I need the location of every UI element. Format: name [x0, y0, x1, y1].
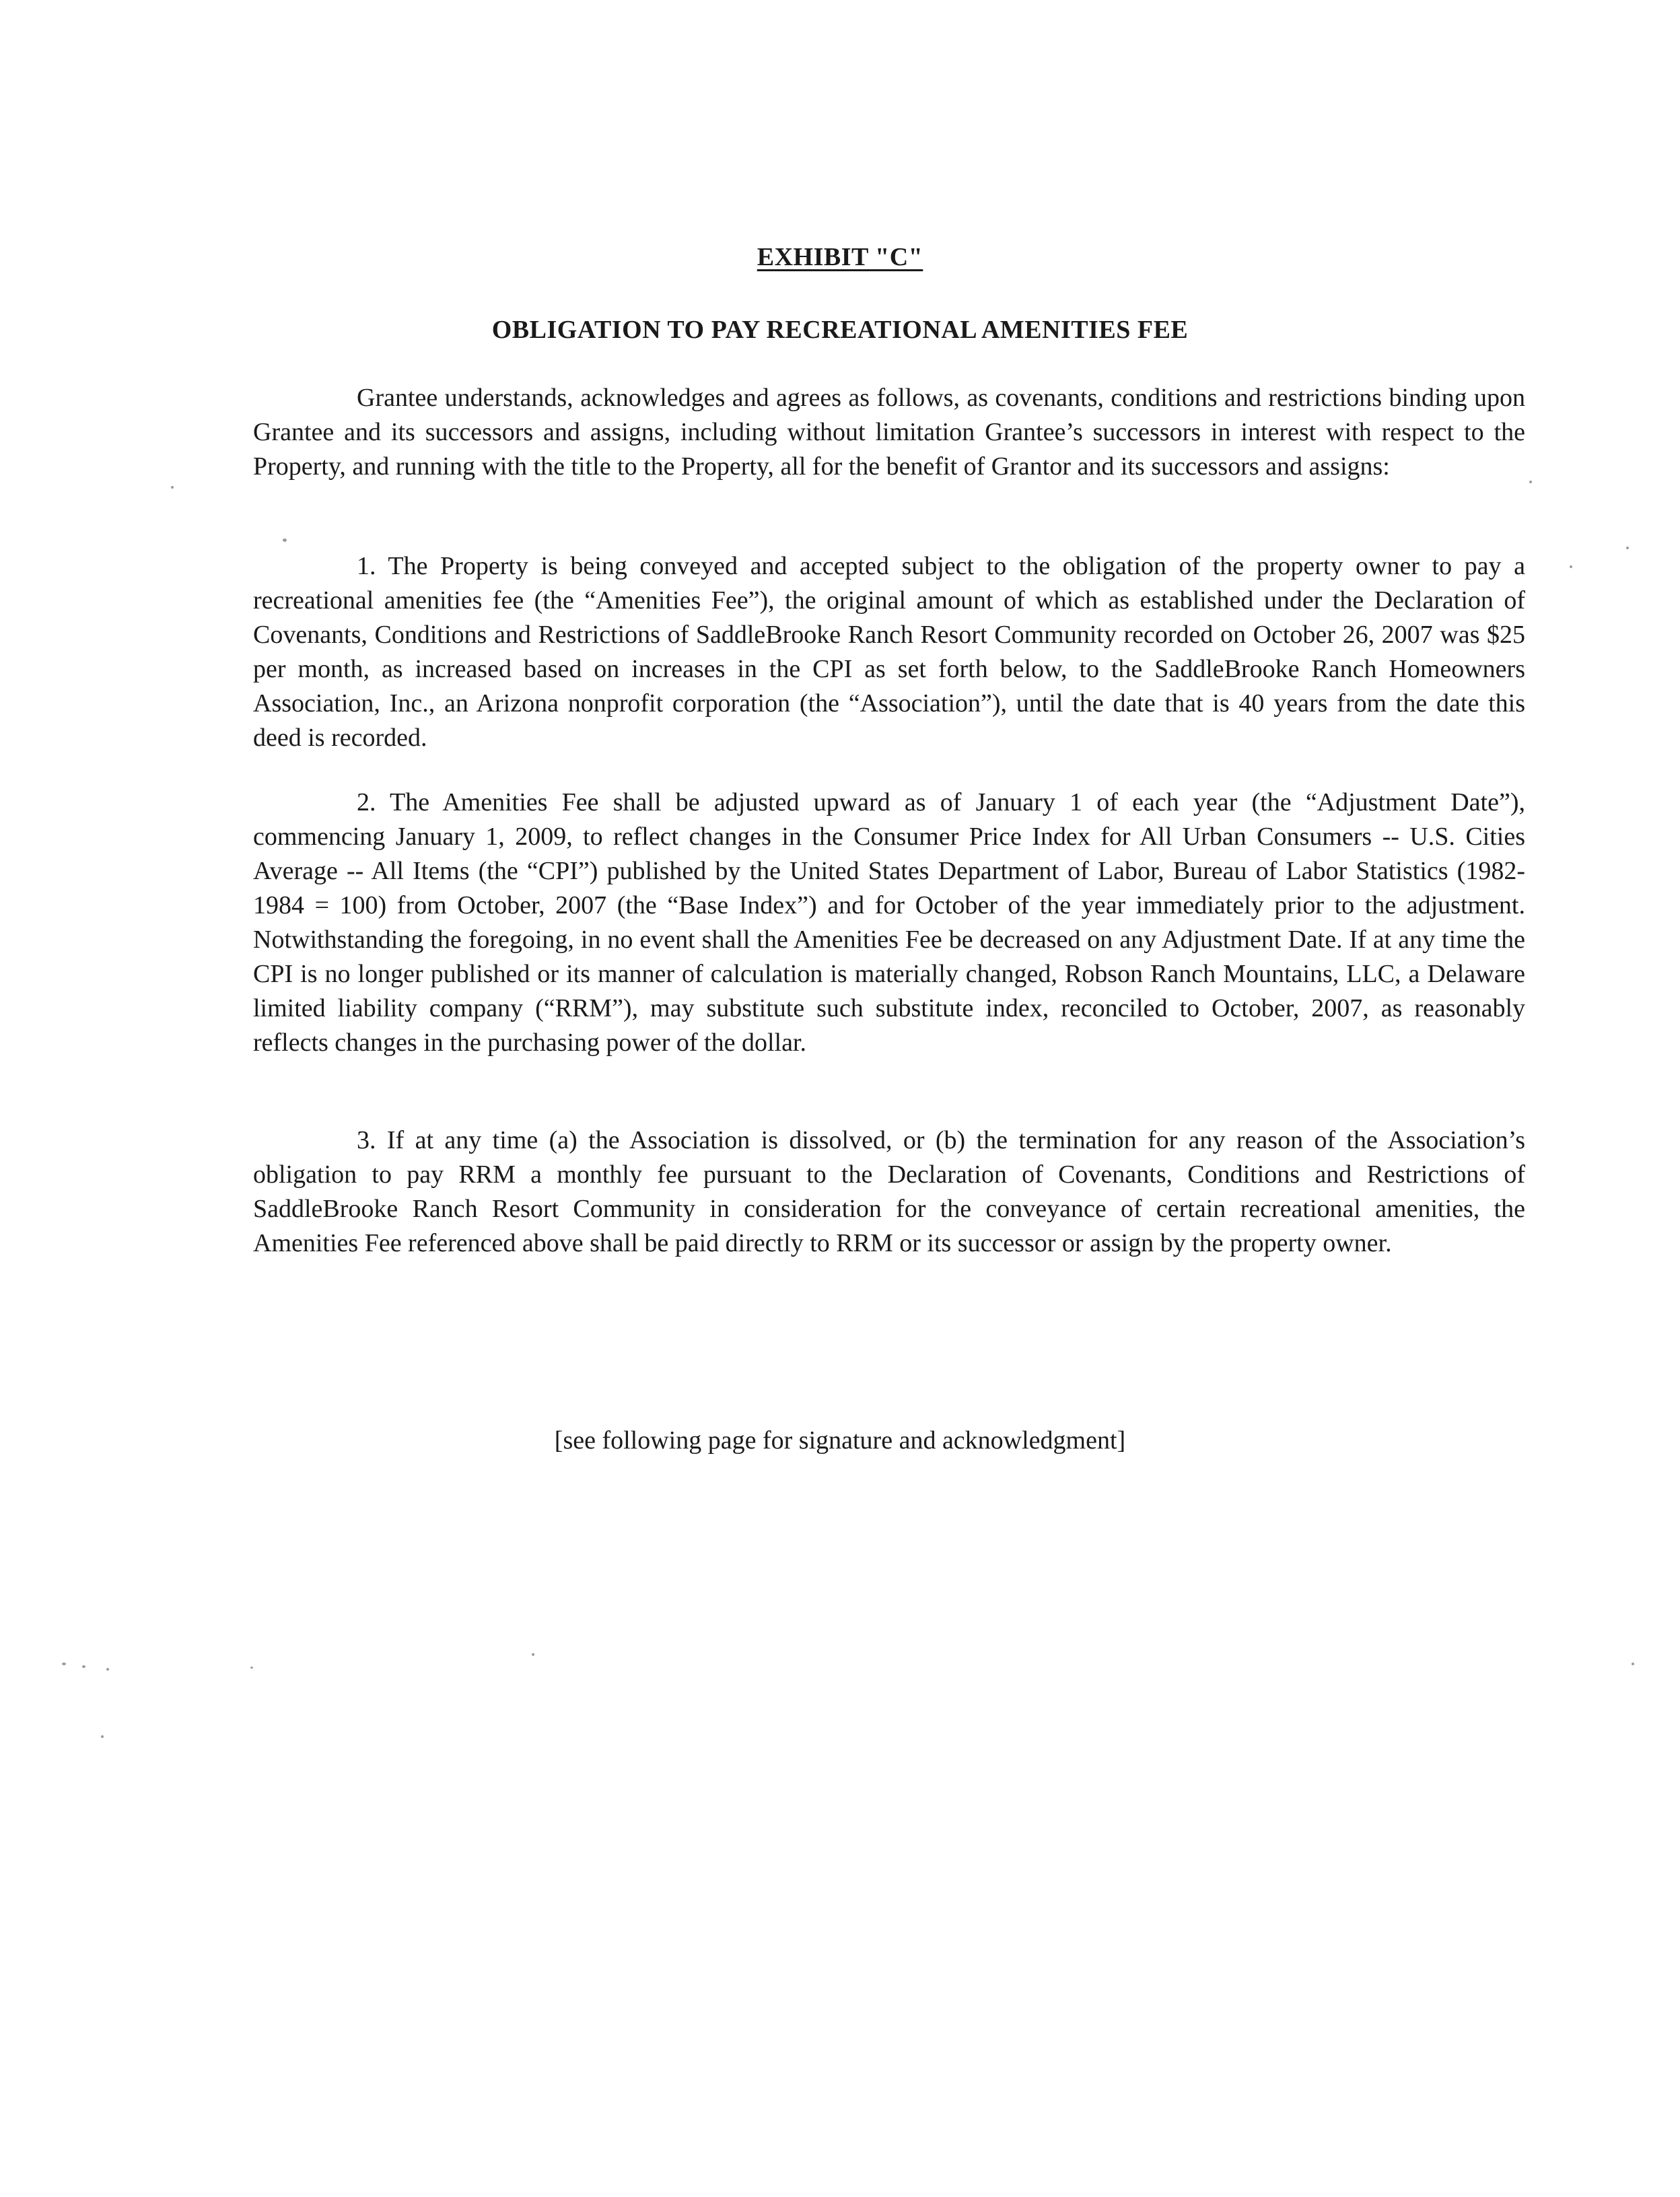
scan-speck [532, 1653, 534, 1656]
scan-speck [101, 1735, 104, 1738]
signature-page-note: [see following page for signature and acknowledgment] [554, 1426, 1126, 1455]
scan-speck [1632, 1663, 1634, 1665]
intro-paragraph: Grantee understands, acknowledges and agrees as follows, as covenants, conditions and restrictions binding upon Grantee and its successors and assigns, including without limitation Grantee’s successors in interest with respect to the Property, and running with the title to the Property, all for the benefit of Grantor and its successors and assigns: [253, 384, 1525, 481]
scan-speck [106, 1668, 109, 1671]
paragraph-3: 3. If at any time (a) the Association is dissolved, or (b) the termination for any reason of the Association’s obligation to pay RRM a monthly fee pursuant to the Declaration of Covenants, Conditions and Restrictions of SaddleBrooke Ranch Resort Community in consideration for the conveyance of certain recreational amenities, the Amenities Fee referenced above shall be paid directly to RRM or its successor or assign by the property owner. [253, 1126, 1525, 1257]
paragraph-2: 2. The Amenities Fee shall be adjusted upward as of January 1 of each year (the “Adjustment Date”), commencing January 1, 2009, to reflect changes in the Consumer Price Index for All Urban Consumers -- U.S. Cities Average -- All Items (the “CPI”) published by the United States Department of Labor, Bureau of Labor Statistics (1982-1984 = 100) from October, 2007 (the “Base Index”) and for October of the year immediately prior to the adjustment. Notwithstanding the foregoing, in no event shall the Amenities Fee be decreased on any Adjustment Date. If at any time the CPI is no longer published or its manner of calculation is materially changed, Robson Ranch Mountains, LLC, a Delaware limited liability company (“RRM”), may substitute such substitute index, reconciled to October, 2007, as reasonably reflects changes in the purchasing power of the dollar. [253, 788, 1525, 1057]
paragraph-1: 1. The Property is being conveyed and accepted subject to the obligation of the property owner to pay a recreational amenities fee (the “Amenities Fee”), the original amount of which as established under the Declaration of Covenants, Conditions and Restrictions of SaddleBrooke Ranch Resort Community recorded on October 26, 2007 was $25 per month, as increased based on increases in the CPI as set forth below, to the SaddleBrooke Ranch Homeowners Association, Inc., an Arizona nonprofit corporation (the “Association”), until the date that is 40 years from the date this deed is recorded. [253, 552, 1525, 752]
scan-speck [1626, 547, 1629, 549]
scan-speck [250, 1667, 253, 1669]
scan-speck [62, 1663, 66, 1665]
scan-speck [1570, 565, 1572, 568]
document-heading: OBLIGATION TO PAY RECREATIONAL AMENITIES FEE [491, 316, 1189, 344]
scan-speck [82, 1665, 85, 1668]
exhibit-title: EXHIBIT "C" [757, 243, 923, 271]
scan-speck [171, 486, 174, 489]
scan-speck [283, 538, 287, 542]
scan-speck [1529, 481, 1532, 483]
